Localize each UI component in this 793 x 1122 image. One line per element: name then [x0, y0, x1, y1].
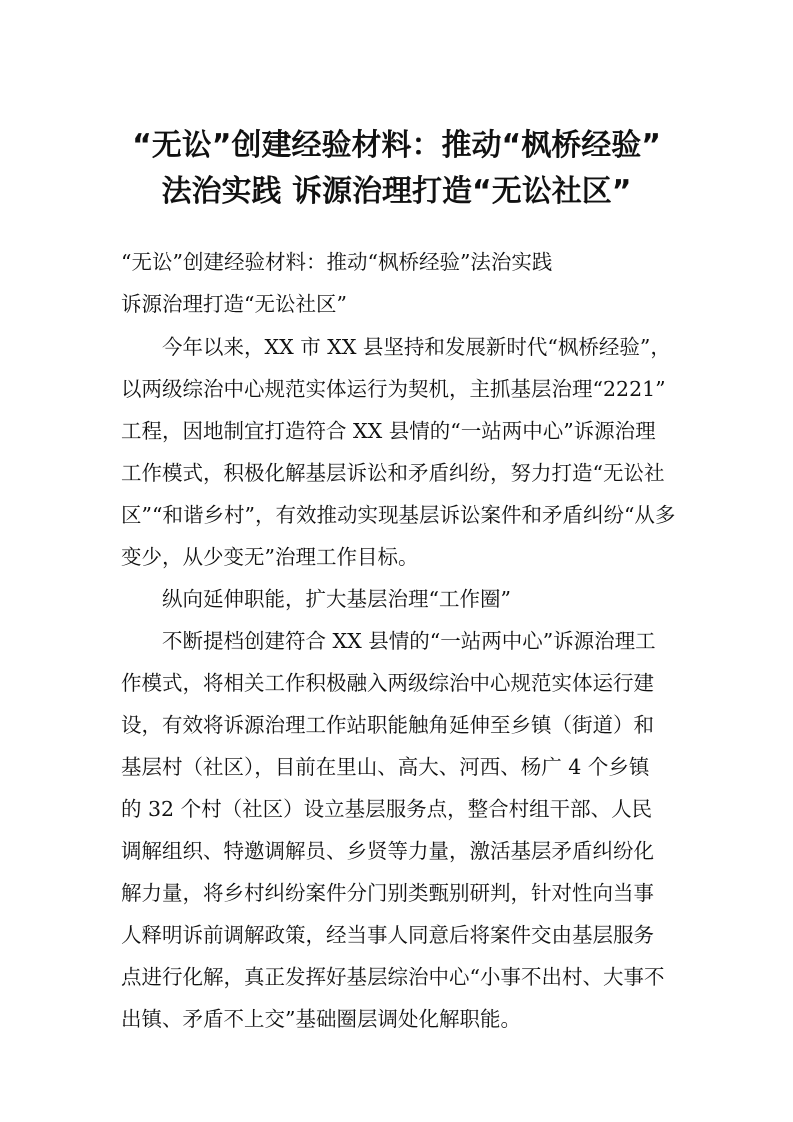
document-title-line-2: 法治实践 诉源治理打造“无讼社区” [161, 174, 632, 209]
paragraph-2-line-5: 的 32 个村（社区）设立基层服务点，整合村组干部、人民 [121, 797, 653, 821]
section-heading: 纵向延伸职能，扩大基层治理“工作圈” [162, 587, 511, 611]
document-title-line-1: “无讼”创建经验材料：推动“枫桥经验” [132, 128, 661, 163]
paragraph-2-line-3: 设，有效将诉源治理工作站职能触角延伸至乡镇（街道）和 [121, 713, 654, 737]
paragraph-2-line-2: 作模式，将相关工作积极融入两级综治中心规范实体运行建 [121, 671, 654, 695]
subtitle-line-2: 诉源治理打造“无讼社区” [121, 292, 347, 316]
paragraph-2-line-9: 点进行化解，真正发挥好基层综治中心“小事不出村、大事不 [121, 965, 665, 989]
paragraph-1-line-5: 区”“和谐乡村”，有效推动实现基层诉讼案件和矛盾纠纷“从多 [121, 503, 676, 527]
paragraph-1-line-1: 今年以来，XX 市 XX 县坚持和发展新时代“枫桥经验”， [162, 335, 671, 359]
paragraph-1-line-4: 工作模式，积极化解基层诉讼和矛盾纠纷，努力打造“无讼社 [121, 461, 665, 485]
paragraph-2-line-8: 人释明诉前调解政策，经当事人同意后将案件交由基层服务 [121, 923, 654, 947]
paragraph-2-line-6: 调解组织、特邀调解员、乡贤等力量，激活基层矛盾纠纷化 [121, 839, 654, 863]
paragraph-2-line-4: 基层村（社区），目前在里山、高大、河西、杨广 4 个乡镇 [121, 755, 650, 779]
paragraph-2-line-1: 不断提档创建符合 XX 县情的“一站两中心”诉源治理工 [162, 629, 656, 653]
paragraph-1-line-3: 工程，因地制宜打造符合 XX 县情的“一站两中心”诉源治理 [121, 419, 656, 443]
paragraph-2-line-7: 解力量，将乡村纠纷案件分门别类甄别研判，针对性向当事 [121, 881, 654, 905]
paragraph-2-line-10: 出镇、矛盾不上交”基础圈层调处化解职能。 [121, 1007, 521, 1031]
paragraph-1-line-6: 变少，从少变无”治理工作目标。 [121, 545, 419, 569]
paragraph-1-line-2: 以两级综治中心规范实体运行为契机，主抓基层治理“2221” [121, 377, 666, 401]
subtitle-line-1: “无讼”创建经验材料：推动“枫桥经验”法治实践 [121, 250, 553, 274]
